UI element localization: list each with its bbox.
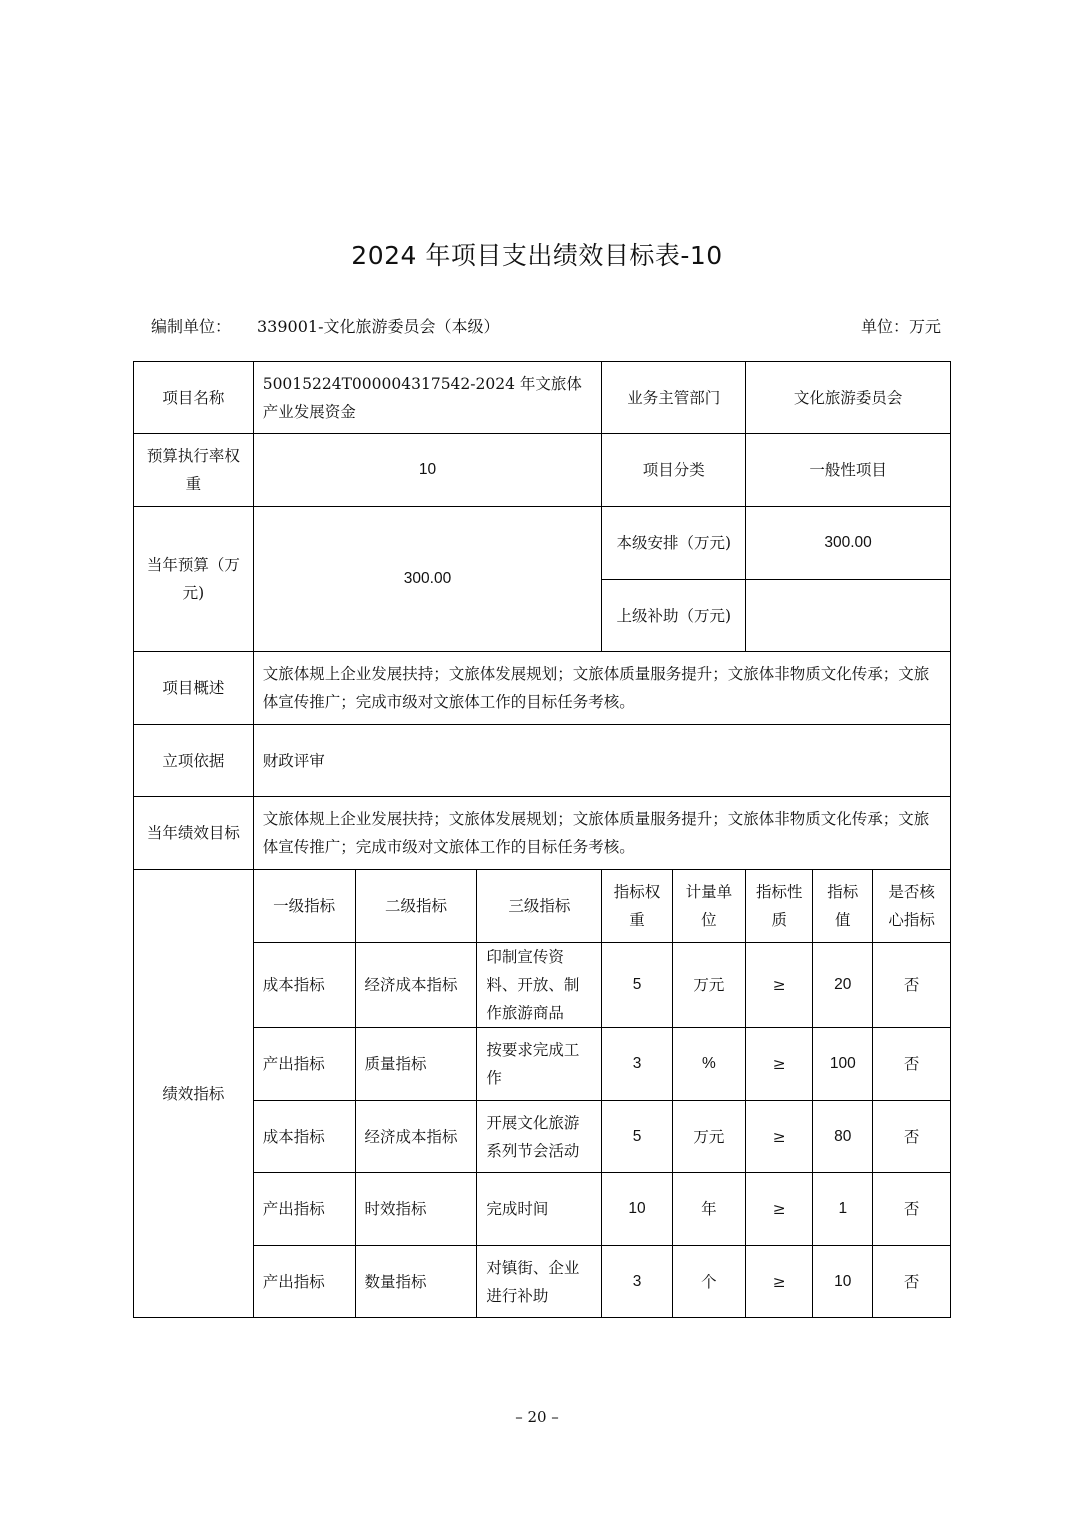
indicator-weight: 5 (602, 1101, 672, 1173)
budget-label: 当年预算（万元) (134, 507, 254, 652)
indicator-row (134, 1246, 951, 1318)
category-value: 一般性项目 (746, 434, 951, 507)
header-value: 指标值 (813, 870, 873, 943)
row-basis (134, 725, 951, 797)
indicator-nature: ≥ (746, 1246, 813, 1318)
project-name-label: 项目名称 (134, 362, 254, 434)
indicator-value: 1 (813, 1173, 873, 1246)
indicator-unit: 个 (672, 1246, 746, 1318)
header-unit: 计量单位 (672, 870, 746, 943)
indicator-level1: 产出指标 (253, 1173, 355, 1246)
indicator-value: 10 (813, 1246, 873, 1318)
indicator-core: 否 (873, 1028, 951, 1101)
indicator-level2: 数量指标 (355, 1246, 477, 1318)
header-level2: 二级指标 (355, 870, 477, 943)
indicator-core: 否 (873, 1246, 951, 1318)
indicator-level1: 成本指标 (253, 1101, 355, 1173)
indicator-level1: 产出指标 (253, 1028, 355, 1101)
indicator-level1: 成本指标 (253, 943, 355, 1028)
indicator-core: 否 (873, 1173, 951, 1246)
subsidy-value (746, 580, 951, 652)
performance-table (133, 361, 951, 1318)
indicator-level3: 按要求完成工作 (477, 1028, 602, 1101)
indicator-level2: 时效指标 (355, 1173, 477, 1246)
basis-value: 财政评审 (253, 725, 950, 797)
overview-value: 文旅体规上企业发展扶持；文旅体发展规划；文旅体质量服务提升；文旅体非物质文化传承；文旅体宣传推广；完成市级对文旅体工作的目标任务考核。 (253, 652, 950, 725)
project-name-value: 50015224T000004317542-2024 年文旅体产业发展资金 (253, 362, 602, 434)
dept-label: 业务主管部门 (602, 362, 746, 434)
compiling-unit-value: 339001-文化旅游委员会（本级） (257, 317, 500, 336)
dept-value: 文化旅游委员会 (746, 362, 951, 434)
rate-label: 预算执行率权重 (134, 434, 254, 507)
indicator-header-row (134, 870, 951, 943)
header-nature: 指标性质 (746, 870, 813, 943)
indicator-row (134, 943, 951, 1028)
indicator-core: 否 (873, 1101, 951, 1173)
indicator-level2: 质量指标 (355, 1028, 477, 1101)
goal-value: 文旅体规上企业发展扶持；文旅体发展规划；文旅体质量服务提升；文旅体非物质文化传承；文旅体宣传推广；完成市级对文旅体工作的目标任务考核。 (253, 797, 950, 870)
indicator-level3: 完成时间 (477, 1173, 602, 1246)
indicator-unit: 万元 (672, 1101, 746, 1173)
indicator-weight: 5 (602, 943, 672, 1028)
indicator-unit: % (672, 1028, 746, 1101)
indicator-nature: ≥ (746, 1101, 813, 1173)
subsidy-label: 上级补助（万元) (602, 580, 746, 652)
indicator-level3: 对镇街、企业进行补助 (477, 1246, 602, 1318)
indicator-core: 否 (873, 943, 951, 1028)
overview-label: 项目概述 (134, 652, 254, 725)
header-core: 是否核心指标 (873, 870, 951, 943)
row-overview (134, 652, 951, 725)
category-label: 项目分类 (602, 434, 746, 507)
row-budget (134, 507, 951, 580)
indicator-weight: 3 (602, 1246, 672, 1318)
indicator-value: 100 (813, 1028, 873, 1101)
local-label: 本级安排（万元) (602, 507, 746, 580)
indicator-nature: ≥ (746, 1173, 813, 1246)
currency-unit: 单位：万元 (860, 317, 941, 336)
header-level1: 一级指标 (253, 870, 355, 943)
local-value: 300.00 (746, 507, 951, 580)
compiling-unit-label: 编制单位： (151, 317, 232, 336)
rate-value: 10 (253, 434, 602, 507)
page-title: 2024 年项目支出绩效目标表-10 (351, 241, 723, 270)
indicators-section-label: 绩效指标 (134, 870, 254, 1318)
indicator-nature: ≥ (746, 943, 813, 1028)
header-weight: 指标权重 (602, 870, 672, 943)
indicator-row (134, 1101, 951, 1173)
budget-value: 300.00 (253, 507, 602, 652)
basis-label: 立项依据 (134, 725, 254, 797)
indicator-value: 80 (813, 1101, 873, 1173)
indicator-level3: 印制宣传资料、开放、制作旅游商品 (477, 943, 602, 1028)
indicator-level3: 开展文化旅游系列节会活动 (477, 1101, 602, 1173)
row-rate (134, 434, 951, 507)
indicator-level2: 经济成本指标 (355, 1101, 477, 1173)
indicator-level2: 经济成本指标 (355, 943, 477, 1028)
goal-label: 当年绩效目标 (134, 797, 254, 870)
indicator-unit: 万元 (672, 943, 746, 1028)
header-level3: 三级指标 (477, 870, 602, 943)
indicator-weight: 10 (602, 1173, 672, 1246)
row-project-name (134, 362, 951, 434)
indicator-level1: 产出指标 (253, 1246, 355, 1318)
indicator-row (134, 1173, 951, 1246)
indicator-value: 20 (813, 943, 873, 1028)
indicator-weight: 3 (602, 1028, 672, 1101)
indicator-unit: 年 (672, 1173, 746, 1246)
indicator-row (134, 1028, 951, 1101)
page-number: – 20 – (515, 1408, 559, 1426)
row-goal (134, 797, 951, 870)
indicator-nature: ≥ (746, 1028, 813, 1101)
